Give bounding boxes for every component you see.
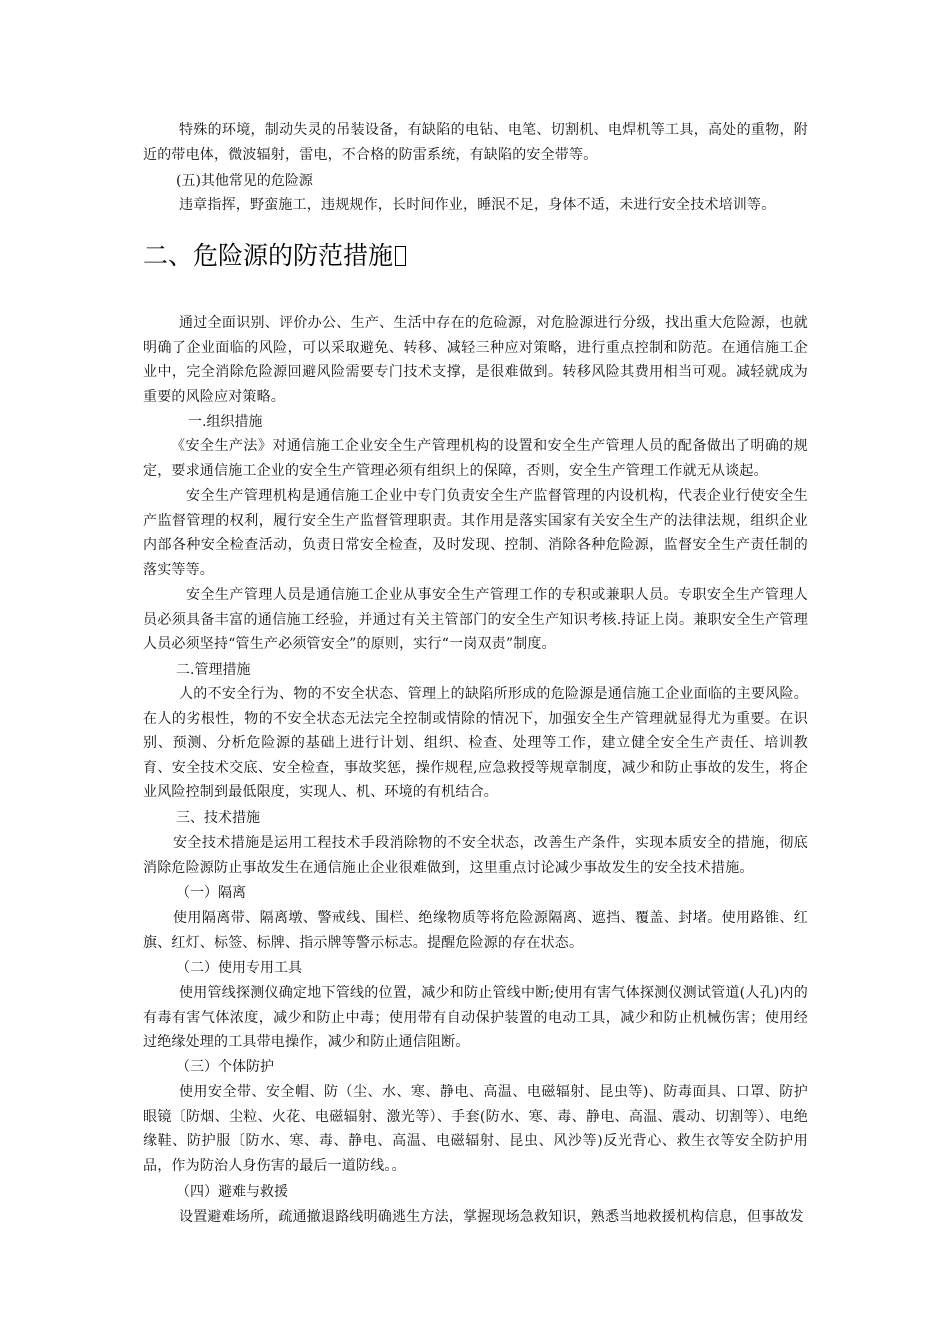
section-title: 二、危险源的防范措施 <box>143 240 406 272</box>
missing-glyph-icon <box>395 246 406 266</box>
paragraph-org-1: 《安全生产法》对通信施工企业安全生产管理机构的设置和安全生产管理人员的配备做出了明确的规定，要求通信施工企业的安全生产管理必须有组织上的保障，否则，安全生产管理工作就无从谈起。 <box>143 438 808 479</box>
paragraph-hazard-env: 特殊的环境，制动失灵的吊装设备，有缺陷的电钻、电笔、切割机、电焊机等工具，高处的重物，附近的带电体，微波辐射，雷电，不合格的防雷系统，有缺陷的安全带等。 <box>143 122 808 163</box>
paragraph-technical: 安全技术措施是运用工程技术手段消除物的不安全状态，改善生产条件，实现本质安全的措施，彻底消除危险源防止事故发生在通信施止企业很难做到，这里重点讨论减少事故发生的安全技术措施。 <box>143 835 808 876</box>
paragraph-management: 人的不安全行为、物的不安全状态、管理上的缺陷所形成的危险源是通信施工企业面临的主要风险。在人的劣根性，物的不安全状态无法完全控制或情除的情况下，加强安全生产管理就显得尤为重要。在识别、预测、分析危险源的基础上进行计划、组织、检查、处理等工作，建立健全安全生产责任、培训教育、安全技术交底、安全检查，事故奖惩，操作规程,应急救授等规章制度，减少和防止事故的发生，将企业风险控制到最低限度，实现人、机、环境的有机结合。 <box>143 686 808 800</box>
heading-organization: 一.组织措施 <box>188 414 263 430</box>
heading-other-hazards: (五)其他常见的危险源 <box>176 173 313 189</box>
paragraph-isolation: 使用隔离带、隔离墩、警戒线、围栏、绝缘物质等将危险源隔离、遮挡、覆盖、封堵。使用路锥、红旗、红灯、标签、标牌、指示牌等警示标志。提醒危险源的存在状态。 <box>143 910 808 951</box>
heading-refuge-rescue: （四）避难与救援 <box>176 1184 288 1200</box>
paragraph-personal-protection: 使用安全带、安全帽、防（尘、水、寒、静电、高温、电磁辐射、昆虫等)、防毒面具、口罩、防护眼镜〔防烟、尘粒、火花、电磁辐射、激光等）、手套(防水、寒、毒、静电、高温、震动、切割等）、电绝缘鞋、防护服〔防水、寒、毒、静电、高温、电磁辐射、昆虫、风沙等)反光背心、救生衣等安全防护用品，作为防治人身伤害的最后一道防线。。 <box>143 1084 808 1174</box>
paragraph-org-3: 安全生产管理人员是通信施工企业从事安全生产管理工作的专积或兼职人员。专职安全生产管理人员必须具备丰富的通信施工经验，并通过有关主管部门的安全生产知识考核.持证上岗。兼职安全生产管理人员必须坚持“管生产必须管安全”的原则，实行“一岗双责”制度。 <box>143 587 808 652</box>
heading-isolation: （一）隔离 <box>176 885 246 901</box>
paragraph-other-hazards: 违章指挥，野蛮施工，违规规作，长时间作业，睡泯不足，身体不适，未进行安全技术培训等。 <box>179 197 776 213</box>
heading-management: 二.管理措施 <box>176 662 251 678</box>
paragraph-refuge-rescue: 设置避难场所，疏通撤退路线明确逃生方法，掌握现场急救知识，熟悉当地救援机构信息，但事故发 <box>179 1209 804 1225</box>
paragraph-org-2: 安全生产管理机构是通信施工企业中专门负责安全生产监督管理的内设机构，代表企业行使安全生产监督管理的权利，履行安全生产监督管理职责。其作用是落实国家有关安全生产的法律法规，组织企业内部各种安全检查活动，负责日常安全检查，及时发现、控制、消除各种危险源，监督安全生产责任制的落实等等。 <box>143 488 808 578</box>
heading-personal-protection: （三）个体防护 <box>176 1059 274 1075</box>
heading-special-tools: （二）使用专用工具 <box>176 960 302 976</box>
heading-technical: 三、技术措施 <box>176 810 260 826</box>
paragraph-intro: 通过全面识别、评价办公、生产、生活中存在的危硷源，对危脸源进行分级，找出重大危险源，也就明确了企业面临的风险，可以采取避免、转移、减轻三种应对策略，进行重点控制和防范。在通信施工企业中，完全消除危险源回避风险需要专门技术支撑，是很难做到。转移风险其费用相当可观。减轻就成为重要的风险应对策略。 <box>143 315 808 405</box>
paragraph-special-tools: 使用管线探测仪确定地下管线的位置，减少和防止管线中断;使用有害气体探测仪测试管道(人孔)内的有毒有害气体浓度，减少和防止中毒；使用带有自动保护装置的电动工具，减少和防止机械伤害；使用经过绝缘处理的工具带电操作，减少和防止通信阻断。 <box>143 985 808 1050</box>
